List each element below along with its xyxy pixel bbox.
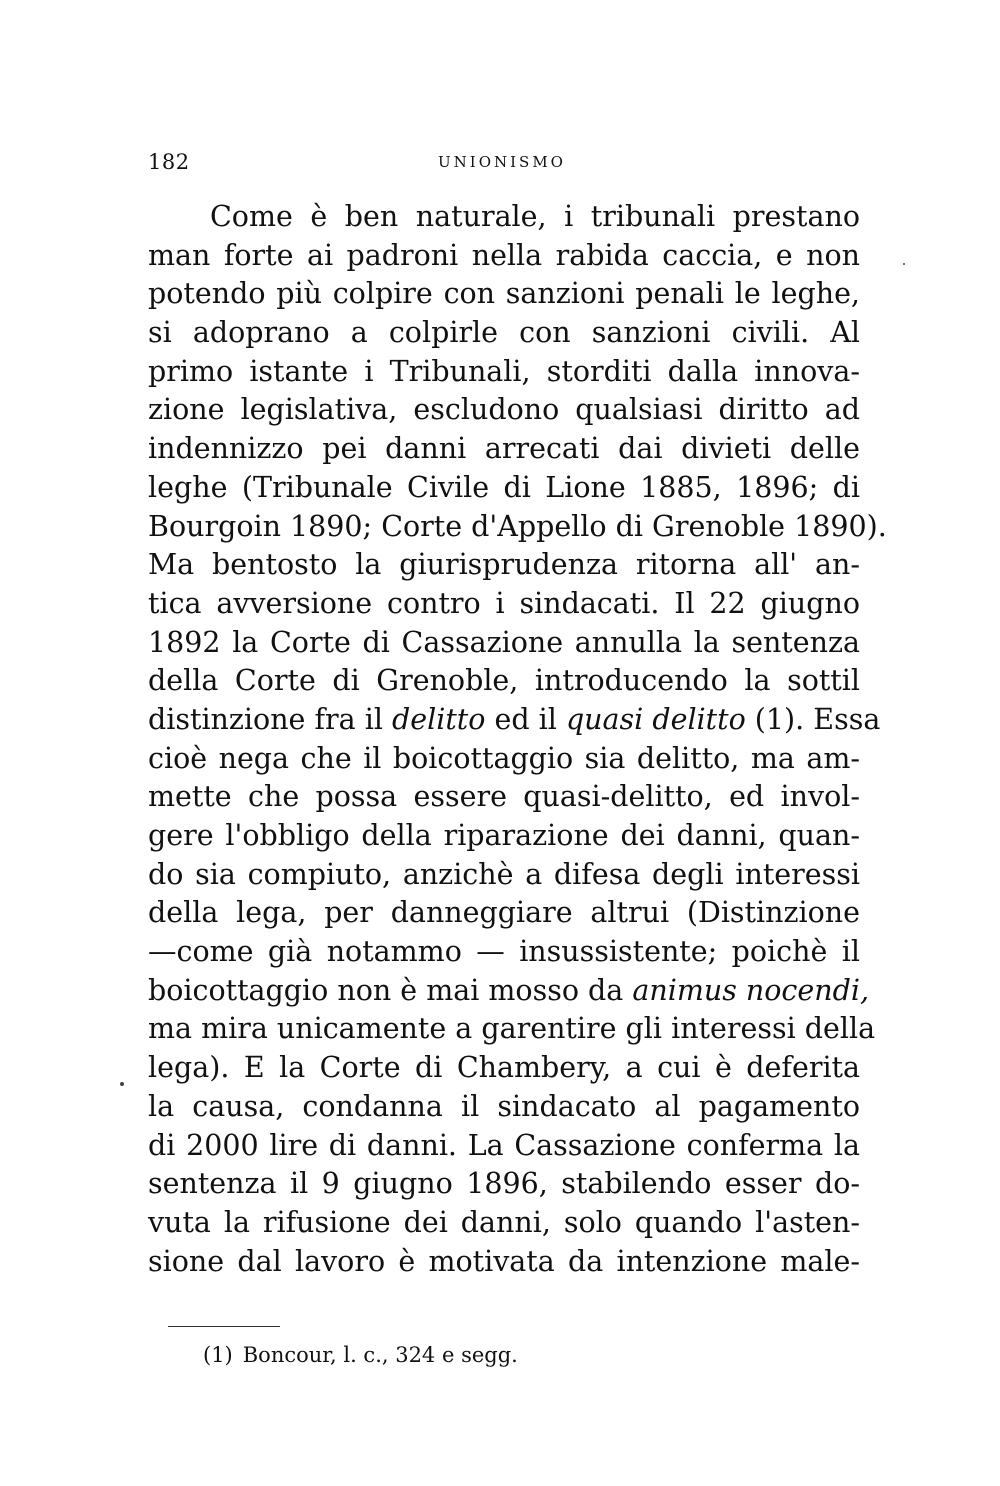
text-line: si adoprano a colpirle con sanzioni civili. Al xyxy=(148,316,860,350)
text-line-with-italics xyxy=(148,972,870,1011)
text-line: ma mira unicamente a garentire gli interessi della xyxy=(148,1012,876,1046)
text-line: della lega, per danneggiare altrui (Distinzione xyxy=(148,896,860,930)
text-line: mette che possa essere quasi-delitto, ed invol- xyxy=(148,780,860,814)
text-line: potendo più colpire con sanzioni penali le leghe, xyxy=(148,277,860,311)
margin-dot xyxy=(903,263,905,265)
text-line: zione legislativa, escludono qualsiasi diritto ad xyxy=(148,393,860,427)
text-line: —come già notammo — insussistente; poichè il xyxy=(148,935,860,969)
text-line: Come è ben naturale, i tribunali prestano xyxy=(210,200,860,233)
italic-term-quasi-delitto: quasi delitto xyxy=(565,702,746,736)
text-line: la causa, condanna il sindacato al pagamento xyxy=(148,1089,860,1123)
page-number: 182 xyxy=(148,150,190,174)
text-line: do sia compiuto, anzichè a difesa degli interessi xyxy=(148,857,860,891)
text-segment: ed il xyxy=(485,702,566,736)
text-line: di 2000 lire di danni. La Cassazione conferma la xyxy=(148,1128,860,1162)
text-line: Bourgoin 1890; Corte d'Appello di Grenoble 1890). xyxy=(148,509,887,543)
text-line: sione dal lavoro è motivata da intenzione male- xyxy=(148,1244,860,1278)
text-line: man forte ai padroni nella rabida caccia, e non xyxy=(148,238,860,272)
text-line: cioè nega che il boicottaggio sia delitto, ma am- xyxy=(148,741,860,775)
footnote-rule xyxy=(168,1326,280,1327)
footnote-text: Boncour, l. c., 324 e segg. xyxy=(242,1343,518,1367)
footnote xyxy=(203,1343,518,1367)
footnote-marker: (1) xyxy=(203,1343,233,1367)
text-line: vuta la rifusione dei danni, solo quando l'asten- xyxy=(148,1205,860,1239)
text-segment: distinzione fra il xyxy=(148,702,392,736)
text-line: 1892 la Corte di Cassazione annulla la sentenza xyxy=(148,625,860,659)
footnote-reference: (1). Essa xyxy=(745,702,881,736)
margin-dot xyxy=(120,1082,124,1086)
text-line: indennizzo pei danni arrecati dai divieti delle xyxy=(148,432,860,466)
italic-term-delitto: delitto xyxy=(392,702,486,736)
text-line: tica avversione contro i sindacati. Il 22 giugno xyxy=(148,586,860,620)
text-line-with-italics xyxy=(148,701,881,740)
text-line: primo istante i Tribunali, storditi dalla innova- xyxy=(148,354,860,388)
text-line: leghe (Tribunale Civile di Lione 1885, 1896; di xyxy=(148,470,860,504)
text-line: lega). E la Corte di Chambery, a cui è deferita xyxy=(148,1051,860,1085)
text-line: della Corte di Grenoble, introducendo la sottil xyxy=(148,664,860,698)
text-line: gere l'obbligo della riparazione dei danni, quan- xyxy=(148,819,860,852)
text-segment: boicottaggio non è mai mosso da xyxy=(148,973,633,1007)
page-header xyxy=(148,150,860,180)
text-line: Ma bentosto la giurisprudenza ritorna all' an- xyxy=(148,548,860,582)
running-head: UNIONISMO xyxy=(438,153,566,171)
body-text xyxy=(148,198,887,1281)
italic-term-animus-nocendi: animus nocendi, xyxy=(632,973,870,1007)
text-line: sentenza il 9 giugno 1896, stabilendo esser do- xyxy=(148,1167,860,1201)
